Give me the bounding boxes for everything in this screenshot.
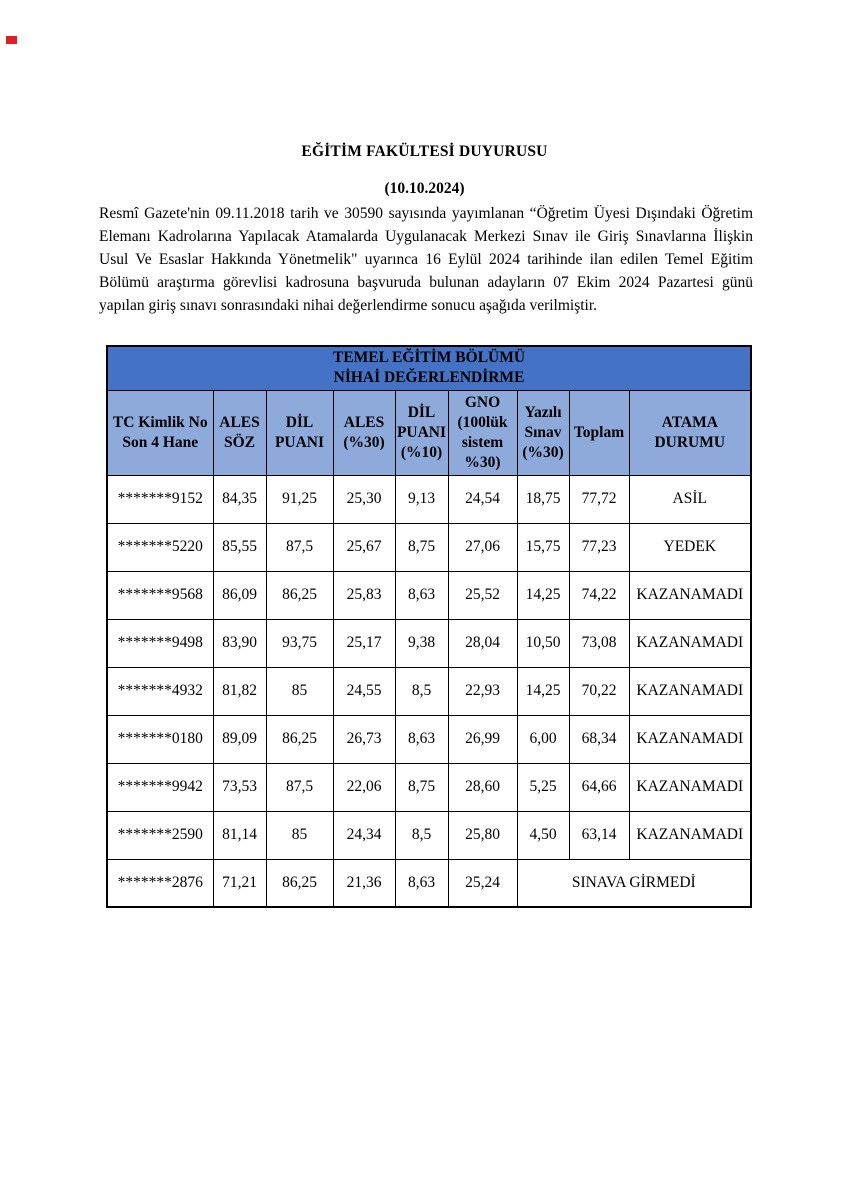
table-row: [107, 763, 751, 811]
table-cell: *******9942: [107, 763, 213, 811]
table-cell: 86,25: [266, 859, 333, 907]
table-cell: 4,50: [517, 811, 569, 859]
table-cell: 9,38: [395, 619, 448, 667]
table-cell: 8,5: [395, 811, 448, 859]
merged-status-cell: SINAVA GİRMEDİ: [517, 859, 751, 907]
table-cell: *******4932: [107, 667, 213, 715]
table-cell: 5,25: [517, 763, 569, 811]
table-cell: 84,35: [213, 475, 266, 523]
table-cell: *******2590: [107, 811, 213, 859]
table-title-line1: TEMEL EĞİTİM BÖLÜMÜ: [333, 349, 526, 367]
table-cell: 8,63: [395, 715, 448, 763]
table-cell: KAZANAMADI: [629, 763, 751, 811]
table-cell: ASİL: [629, 475, 751, 523]
table-cell: 8,5: [395, 667, 448, 715]
table-cell: 86,25: [266, 715, 333, 763]
table-cell: *******5220: [107, 523, 213, 571]
table-cell: 68,34: [569, 715, 629, 763]
column-header: DİL PUANI (%10): [395, 390, 448, 475]
table-row: [107, 859, 751, 907]
table-cell: 25,24: [448, 859, 517, 907]
table-cell: 81,14: [213, 811, 266, 859]
column-header: ALES SÖZ: [213, 390, 266, 475]
table-cell: 71,21: [213, 859, 266, 907]
table-cell: 8,75: [395, 763, 448, 811]
table-cell: 24,34: [333, 811, 395, 859]
table-cell: 25,83: [333, 571, 395, 619]
table-cell: 83,90: [213, 619, 266, 667]
table-cell: 28,60: [448, 763, 517, 811]
table-cell: 27,06: [448, 523, 517, 571]
table-cell: *******9152: [107, 475, 213, 523]
column-header: DİL PUANI: [266, 390, 333, 475]
table-cell: *******9498: [107, 619, 213, 667]
column-header: ALES (%30): [333, 390, 395, 475]
column-header: TC Kimlik No Son 4 Hane: [107, 390, 213, 475]
table-cell: KAZANAMADI: [629, 571, 751, 619]
table-cell: 25,30: [333, 475, 395, 523]
table-cell: 74,22: [569, 571, 629, 619]
announcement-paragraph: Resmî Gazete'nin 09.11.2018 tarih ve 30590 sayısında yayımlanan “Öğretim Üyesi Dışındaki Öğretim Elemanı Kadrolarına Yapılacak Atamalarda Uygulanacak Merkezi Sınav ile Giriş Sınavlarına İlişkin Usul Ve Esaslar Hakkında Yönetmelik" uyarınca 16 Eylül 2024 tarihinde ilan edilen Temel Eğitim Bölümü araştırma görevlisi kadrosuna başvuruda bulunan adayların 07 Ekim 2024 Pazartesi günü yapılan giriş sınavı sonrasındaki nihai değerlendirme sonucu aşağıda verilmiştir.: [99, 205, 753, 314]
table-row: [107, 715, 751, 763]
table-row: [107, 811, 751, 859]
table-cell: 73,08: [569, 619, 629, 667]
table-cell: KAZANAMADI: [629, 715, 751, 763]
table-cell: 85: [266, 667, 333, 715]
table-cell: 14,25: [517, 667, 569, 715]
table-cell: 91,25: [266, 475, 333, 523]
table-row: [107, 523, 751, 571]
table-cell: 8,63: [395, 859, 448, 907]
column-header: ATAMA DURUMU: [629, 390, 751, 475]
table-cell: 87,5: [266, 523, 333, 571]
table-cell: 18,75: [517, 475, 569, 523]
announcement-date: (10.10.2024): [384, 180, 465, 197]
table-cell: KAZANAMADI: [629, 667, 751, 715]
table-cell: 21,36: [333, 859, 395, 907]
table-cell: 14,25: [517, 571, 569, 619]
table-title-cell: [107, 346, 751, 390]
table-row: [107, 475, 751, 523]
table-cell: 64,66: [569, 763, 629, 811]
annotation-marker-icon: [6, 36, 17, 44]
table-cell: 25,52: [448, 571, 517, 619]
table-header-row: [107, 390, 751, 475]
table-title-line2: NİHAİ DEĞERLENDİRME: [333, 369, 525, 387]
table-cell: 25,17: [333, 619, 395, 667]
table-cell: 26,73: [333, 715, 395, 763]
table-cell: *******0180: [107, 715, 213, 763]
column-header: GNO (100lük sistem %30): [448, 390, 517, 475]
table-cell: 73,53: [213, 763, 266, 811]
table-cell: *******9568: [107, 571, 213, 619]
table-cell: 26,99: [448, 715, 517, 763]
table-body: [107, 475, 751, 907]
table-cell: 70,22: [569, 667, 629, 715]
table-cell: 85: [266, 811, 333, 859]
table-row: [107, 667, 751, 715]
table-cell: KAZANAMADI: [629, 811, 751, 859]
table-cell: 86,25: [266, 571, 333, 619]
table-cell: 8,75: [395, 523, 448, 571]
column-header: Toplam: [569, 390, 629, 475]
table-cell: YEDEK: [629, 523, 751, 571]
table-cell: 77,23: [569, 523, 629, 571]
table-cell: 89,09: [213, 715, 266, 763]
table-cell: 15,75: [517, 523, 569, 571]
table-cell: 81,82: [213, 667, 266, 715]
table-row: [107, 571, 751, 619]
table-cell: 25,67: [333, 523, 395, 571]
table-cell: 8,63: [395, 571, 448, 619]
column-header: Yazılı Sınav (%30): [517, 390, 569, 475]
table-cell: 85,55: [213, 523, 266, 571]
table-cell: 10,50: [517, 619, 569, 667]
table-cell: 87,5: [266, 763, 333, 811]
table-cell: 9,13: [395, 475, 448, 523]
table-cell: 22,93: [448, 667, 517, 715]
page-title: EĞİTİM FAKÜLTESİ DUYURUSU: [301, 143, 548, 160]
table-cell: 63,14: [569, 811, 629, 859]
table-cell: *******2876: [107, 859, 213, 907]
table-cell: 22,06: [333, 763, 395, 811]
table-title-row: [107, 346, 751, 390]
table-cell: 93,75: [266, 619, 333, 667]
results-table: [106, 345, 752, 908]
table-cell: 86,09: [213, 571, 266, 619]
table-cell: 24,54: [448, 475, 517, 523]
table-row: [107, 619, 751, 667]
table-cell: 25,80: [448, 811, 517, 859]
table-cell: 28,04: [448, 619, 517, 667]
table-cell: KAZANAMADI: [629, 619, 751, 667]
table-cell: 24,55: [333, 667, 395, 715]
table-cell: 77,72: [569, 475, 629, 523]
table-cell: 6,00: [517, 715, 569, 763]
